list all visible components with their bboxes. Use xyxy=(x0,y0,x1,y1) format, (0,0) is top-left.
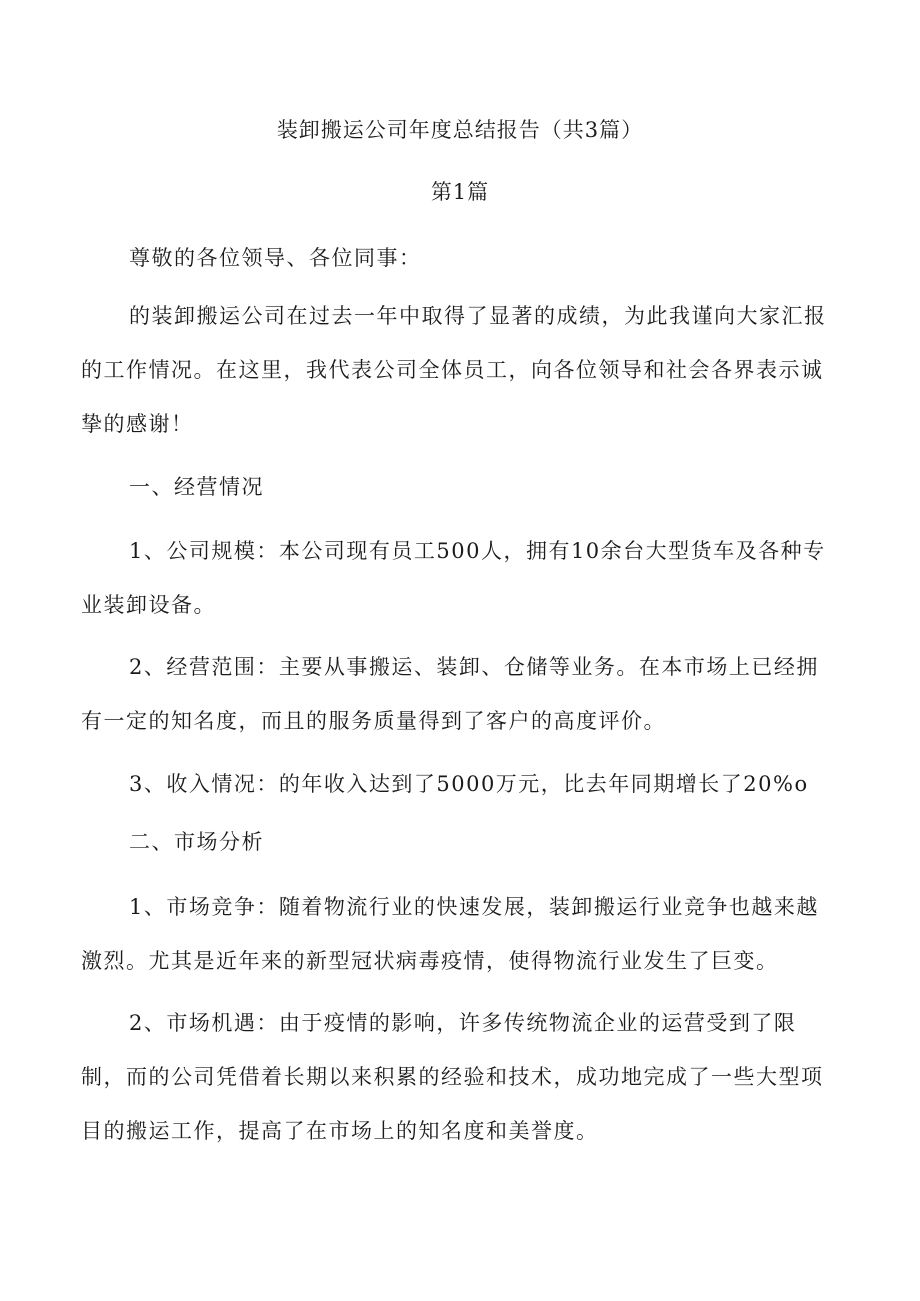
list-item: 1、市场竞争：随着物流行业的快速发展，装卸搬运行业竞争也越来越激烈。尤其是近年来的新型冠状病毒疫情，使得物流行业发生了巨变。 xyxy=(81,895,819,973)
list-item: 2、市场机遇：由于疫情的影响，许多传统物流企业的运营受到了限制，而的公司凭借着长期以来积累的经验和技术，成功地完成了一些大型项目的搬运工作，提高了在市场上的知名度和美誉度。 xyxy=(81,1011,824,1143)
list-item: 2、经营范围：主要从事搬运、装卸、仓储等业务。在本市场上已经拥有一定的知名度，而且的服务质量得到了客户的高度评价。 xyxy=(81,655,819,733)
section-heading-market: 二、市场分析 xyxy=(129,830,264,854)
intro-paragraph: 的装卸搬运公司在过去一年中取得了显著的成绩，为此我谨向大家汇报的工作情况。在这里，我代表公司全体员工，向各位领导和社会各界表示诚挚的感谢！ xyxy=(81,304,827,436)
document-title: 装卸搬运公司年度总结报告（共3篇） xyxy=(276,118,644,142)
list-item: 1、公司规模：本公司现有员工500人，拥有10余台大型货车及各种专业装卸设备。 xyxy=(81,539,826,617)
chapter-heading: 第1篇 xyxy=(430,180,490,204)
list-item: 3、收入情况：的年收入达到了5000万元，比去年同期增长了20%o xyxy=(129,772,809,796)
section-heading-operations: 一、经营情况 xyxy=(129,475,264,499)
greeting-paragraph: 尊敬的各位领导、各位同事： xyxy=(129,246,422,270)
